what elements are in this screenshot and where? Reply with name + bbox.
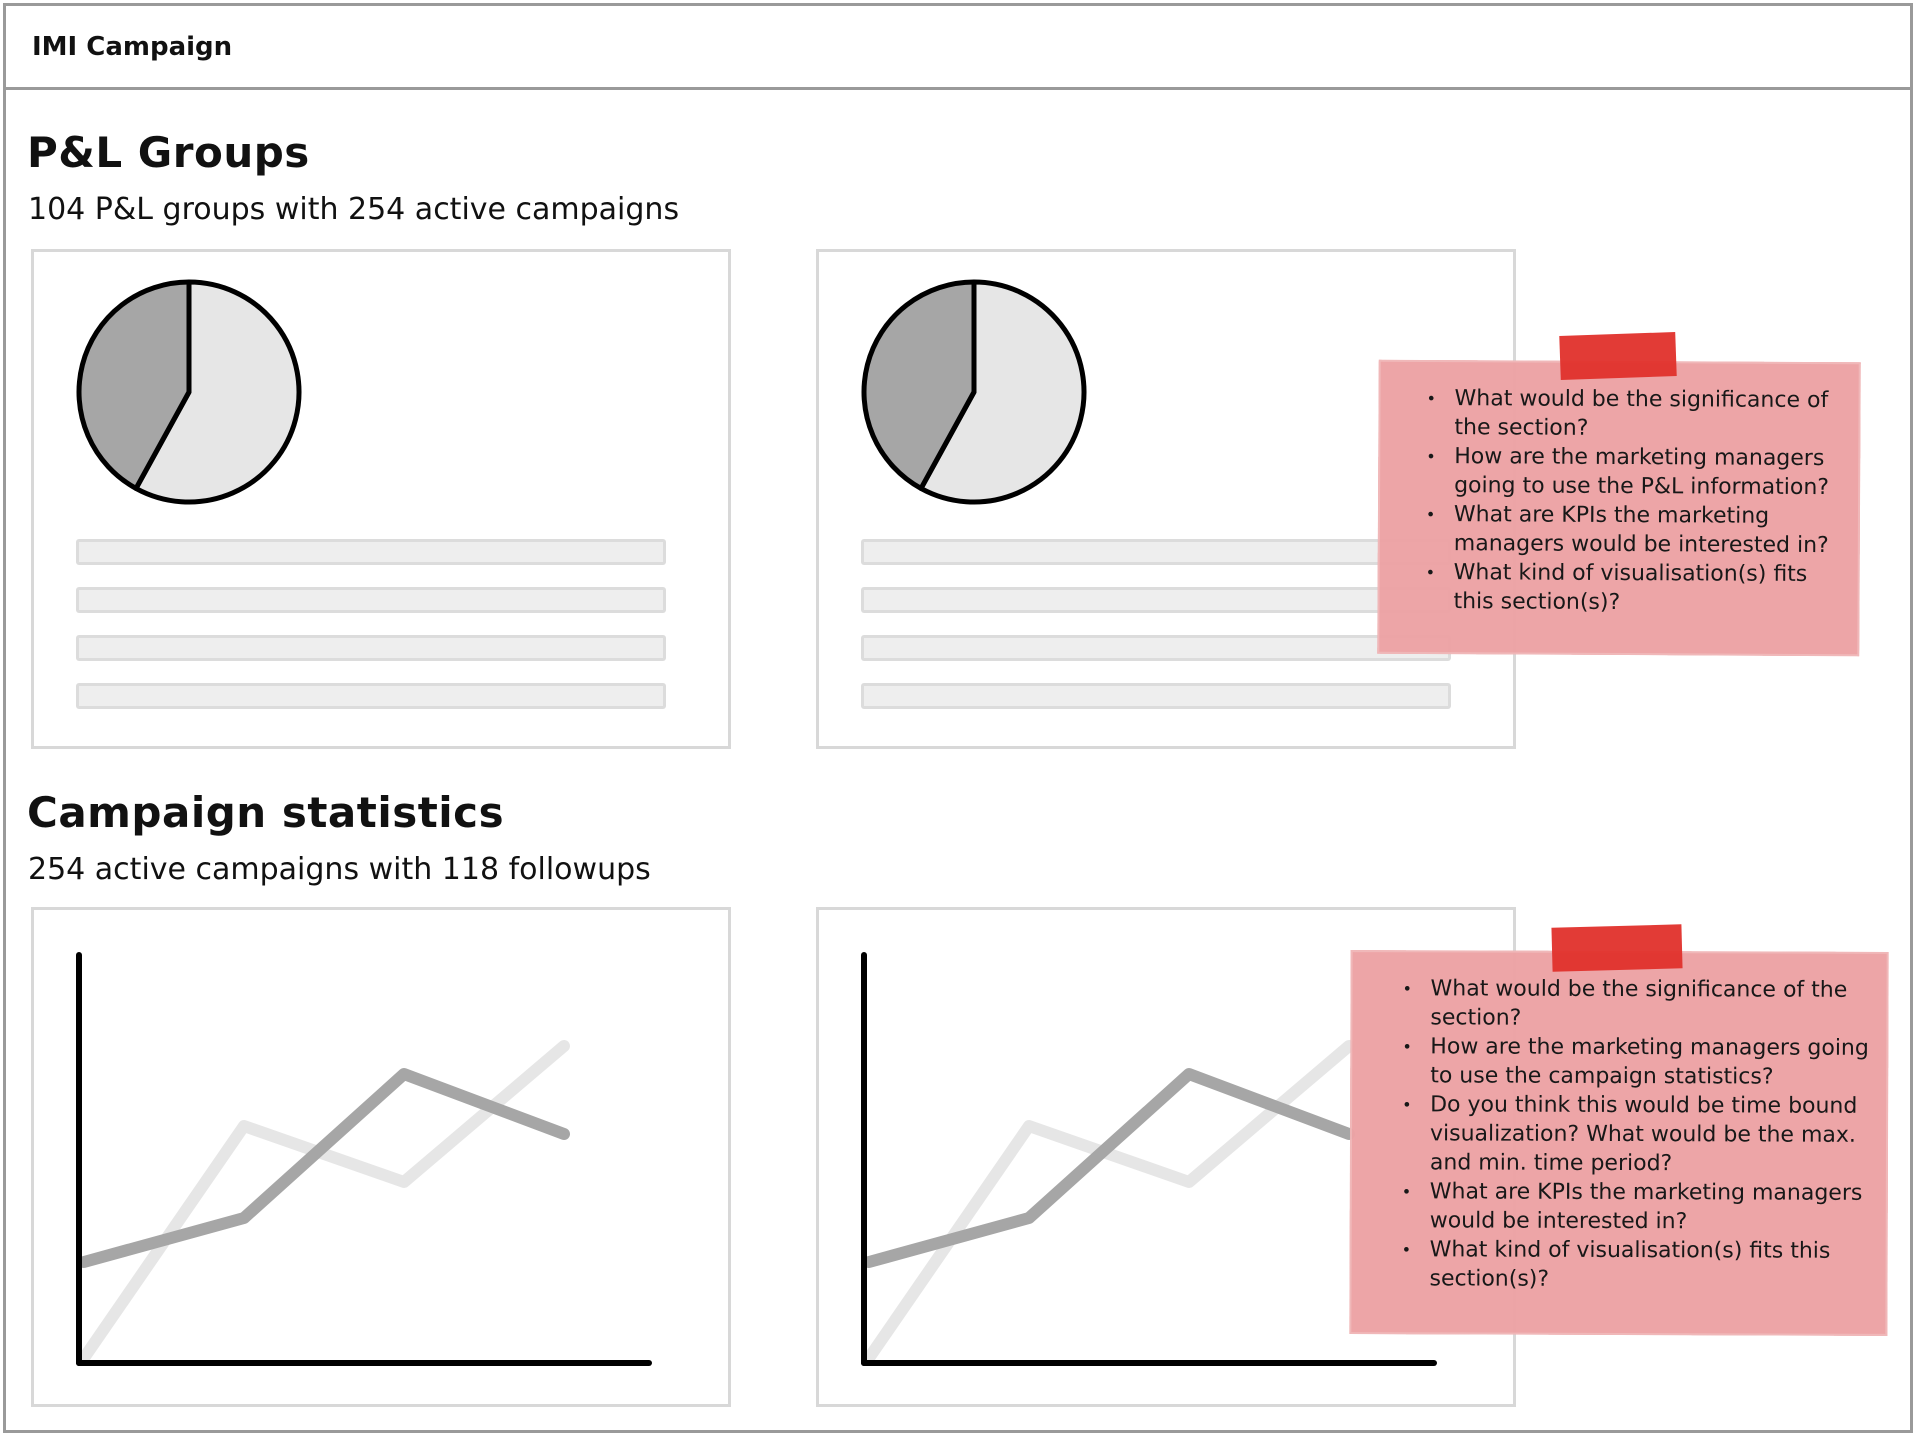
pl-groups-title: P&L Groups xyxy=(27,128,310,177)
series-line xyxy=(84,1074,564,1262)
placeholder-bar xyxy=(861,683,1451,709)
sticky-note-pl xyxy=(1377,360,1861,657)
tape xyxy=(1559,332,1676,380)
placeholder-bar xyxy=(76,539,666,565)
tape xyxy=(1551,924,1682,971)
campaign-note-list xyxy=(1401,974,1872,1295)
campaign-stats-subtitle: 254 active campaigns with 118 followups xyxy=(28,852,651,887)
campaign-stats-title: Campaign statistics xyxy=(27,788,505,837)
sticky-note-campaign xyxy=(1349,950,1888,1336)
app-title: IMI Campaign xyxy=(32,32,233,62)
note-item: • How are the marketing managers going to use the P&L information? xyxy=(1426,442,1838,502)
note-item: • Do you think this would be time bound visualization? What would be the max. and min. time period? xyxy=(1402,1090,1872,1179)
series-line xyxy=(869,1046,1349,1358)
note-item: • What are KPIs the marketing managers would be interested in? xyxy=(1402,1177,1872,1237)
note-item: • What would be the significance of the section? xyxy=(1426,384,1838,444)
series-line xyxy=(869,1074,1349,1262)
line-chart-1 xyxy=(34,910,734,1410)
note-item: • What kind of visualisation(s) fits this section(s)? xyxy=(1425,558,1837,618)
placeholder-bar xyxy=(861,635,1451,661)
placeholder-bar xyxy=(76,635,666,661)
note-item: • What kind of visualisation(s) fits this section(s)? xyxy=(1401,1235,1871,1295)
placeholder-bar xyxy=(861,539,1451,565)
note-item: • What are KPIs the marketing managers would be interested in? xyxy=(1426,500,1838,560)
pl-note-list xyxy=(1425,384,1838,618)
placeholder-bar xyxy=(76,587,666,613)
stats-card-1 xyxy=(31,907,731,1407)
placeholder-bar xyxy=(861,587,1451,613)
note-item: • How are the marketing managers going to use the campaign statistics? xyxy=(1402,1032,1872,1092)
pl-groups-subtitle: 104 P&L groups with 254 active campaigns xyxy=(28,192,680,227)
note-item: • What would be the significance of the section? xyxy=(1402,974,1872,1034)
title-bar xyxy=(6,6,1910,90)
pl-card-1 xyxy=(31,249,731,749)
pie-chart-1 xyxy=(34,252,734,752)
placeholder-bar xyxy=(76,683,666,709)
series-line xyxy=(84,1046,564,1358)
